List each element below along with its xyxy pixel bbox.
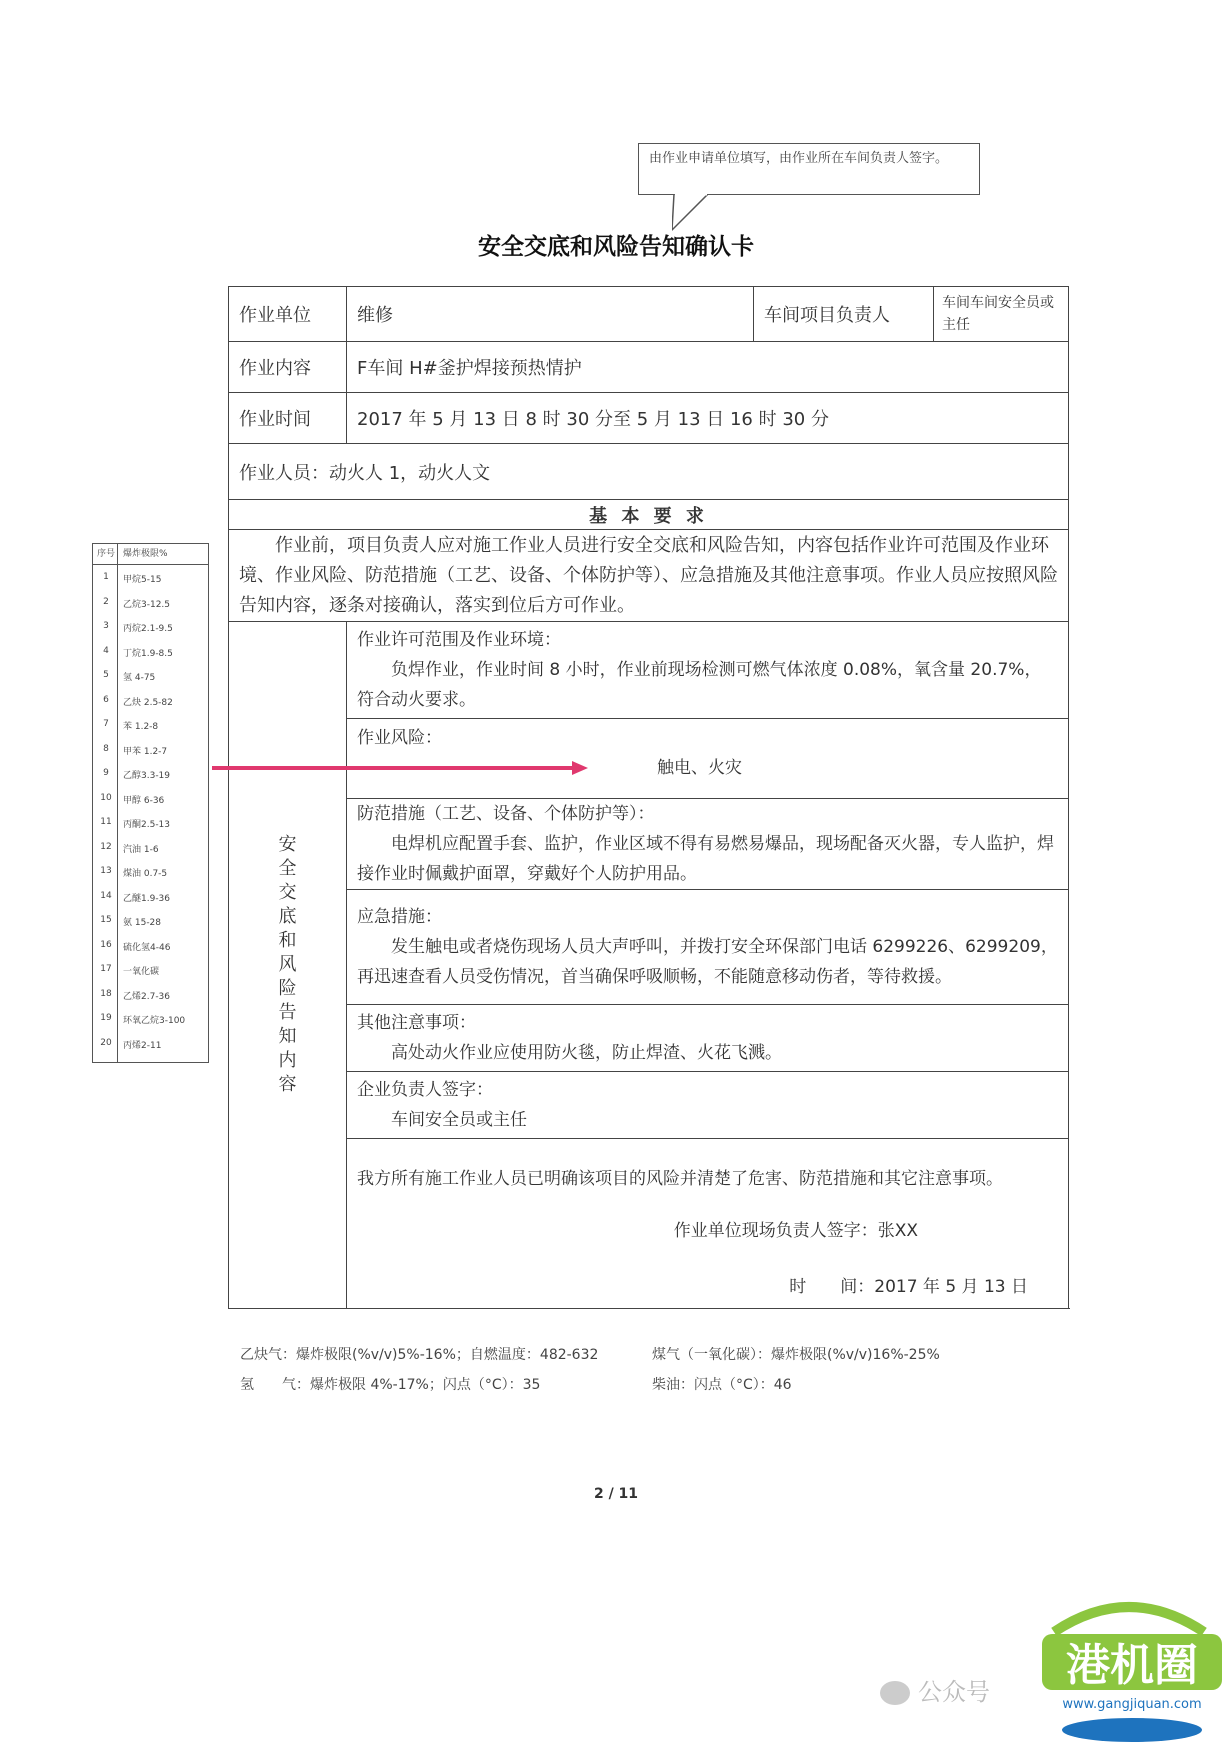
risk-title: 作业风险： (357, 728, 442, 748)
side-row-text: 乙炔 2.5-82 (123, 697, 173, 708)
scope-section (347, 622, 1069, 719)
side-row-number: 3 (103, 621, 109, 631)
side-table-row (93, 817, 208, 837)
side-row-text: 苯 1.2-8 (123, 722, 159, 732)
footer-line-1-right: 煤气（一氧化碳）：爆炸极限(%v/v)16%-25% (652, 1347, 940, 1363)
logo-url: www.gangjiquan.com (1062, 1697, 1202, 1712)
side-row-number: 11 (100, 817, 112, 827)
side-row-number: 8 (103, 743, 109, 754)
side-row-number: 20 (100, 1037, 112, 1048)
side-table-row (93, 621, 208, 641)
instruction-callout (638, 143, 980, 195)
side-table-row (93, 1013, 208, 1033)
side-row-text: 一氧化碳 (123, 967, 160, 977)
logo-icon (1034, 1592, 1229, 1742)
side-row-number: 5 (103, 670, 109, 680)
logo-text: 港机圈 (1066, 1640, 1198, 1691)
callout-text: 由作业申请单位填写，由作业所在车间负责人签字。 (649, 151, 949, 166)
time-label: 作业时间 (229, 393, 347, 444)
section-label: 安全交底和风险告知内容 (278, 834, 297, 1095)
personnel-value: 动火人 1，动火人文 (329, 462, 491, 484)
confirm-section (347, 1139, 1069, 1309)
footer-line-2: 氢 气：爆炸极限 4%-17%；闪点（°C）：35 (240, 1377, 541, 1393)
emergency-title: 应急措施： (357, 907, 442, 927)
side-row-text: 丁烷1.9-8.5 (123, 648, 173, 659)
confirm-signature: 作业单位现场负责人签字：张XX (673, 1221, 918, 1241)
side-table-row (93, 842, 208, 862)
requirements-text: 作业前，项目负责人应对施工作业人员进行安全交底和风险告知，内容包括作业许可范围及作业环境、作业风险、防范措施（工艺、设备、个体防护等）、应急措施及其他注意事项。作业人员应按照风险告知内容，逐条对接确认，落实到位后方可作业。 (229, 530, 1069, 622)
side-table-row (93, 744, 208, 764)
side-row-text: 氢 4-75 (123, 673, 156, 683)
side-row-number: 6 (103, 694, 109, 705)
side-row-number: 1 (103, 572, 109, 582)
side-table-header-line (93, 564, 208, 565)
scope-body: 负焊作业，作业时间 8 小时，作业前现场检测可燃气体浓度 0.08%，氧含量 20.7%，符合动火要求。 (357, 660, 1042, 710)
prevent-section (347, 799, 1069, 890)
side-row-number: 14 (100, 890, 112, 901)
confirmation-card-table (228, 286, 1069, 1309)
risk-body: 触电、火灾 (657, 758, 742, 778)
side-row-text: 硫化氢4-46 (123, 942, 171, 953)
confirm-date (357, 1272, 1058, 1302)
side-row-text: 乙醚1.9-36 (123, 893, 171, 904)
document-title: 安全交底和风险告知确认卡 (478, 234, 754, 260)
explosion-limit-side-table (92, 543, 209, 1063)
side-table-header: 序号 爆炸极限% (96, 549, 168, 559)
scope-title: 作业许可范围及作业环境： (357, 630, 561, 650)
confirm-text: 我方所有施工作业人员已明确该项目的风险并清楚了危害、防范措施和其它注意事项。 (357, 1169, 1003, 1189)
side-row-number: 18 (100, 988, 112, 999)
sign-section (347, 1072, 1069, 1139)
side-table-row (93, 719, 208, 739)
side-table-row (93, 793, 208, 813)
side-table-row (93, 1038, 208, 1058)
prevent-title: 防范措施（工艺、设备、个体防护等）： (357, 804, 655, 824)
side-row-number: 13 (100, 866, 112, 876)
side-row-text: 乙烷3-12.5 (123, 599, 171, 610)
side-table-row (93, 989, 208, 1009)
unit-label: 作业单位 (229, 287, 347, 342)
requirements-heading: 基 本 要 求 (229, 500, 1069, 530)
side-table-row (93, 940, 208, 960)
side-row-text: 煤油 0.7-5 (123, 869, 168, 879)
side-row-number: 17 (100, 964, 112, 974)
other-section (347, 1005, 1069, 1072)
unit-value: 维修 (347, 287, 754, 342)
side-row-text: 丙酮2.5-13 (123, 820, 171, 830)
sign-body: 车间安全员或主任 (391, 1110, 527, 1130)
section-label-cell (229, 622, 347, 1309)
side-table-row (93, 891, 208, 911)
side-table-row (93, 670, 208, 690)
side-row-text: 乙醇3.3-19 (123, 771, 171, 781)
side-table-row (93, 646, 208, 666)
side-row-number: 2 (103, 596, 109, 607)
side-row-text: 甲苯 1.2-7 (123, 746, 168, 757)
side-table-row (93, 964, 208, 984)
side-table-row (93, 915, 208, 935)
personnel-row (229, 444, 1069, 500)
gangjiquan-logo (1034, 1592, 1229, 1746)
side-row-text: 甲醇 6-36 (123, 795, 165, 806)
leader-label: 车间项目负责人 (754, 287, 934, 342)
emergency-section (347, 890, 1069, 1005)
content-label: 作业内容 (229, 342, 347, 393)
side-row-text: 环氧乙烷3-100 (123, 1016, 186, 1026)
side-row-number: 19 (100, 1013, 112, 1023)
sign-title: 企业负责人签字： (357, 1080, 493, 1100)
side-table-row (93, 768, 208, 788)
emergency-body: 发生触电或者烧伤现场人员大声呼叫，并拨打安全环保部门电话 6299226、6299209，再迅速查看人员受伤情况，首当确保呼吸顺畅，不能随意移动伤者，等待救援。 (357, 937, 1058, 987)
side-row-number: 12 (100, 841, 112, 852)
side-table-row (93, 695, 208, 715)
wechat-watermark: 公众号 (880, 1672, 990, 1707)
prevent-body: 电焊机应配置手套、监护，作业区域不得有易燃易爆品，现场配备灭火器，专人监护，焊接作业时佩戴护面罩，穿戴好个人防护用品。 (357, 834, 1054, 884)
footer-line-1: 乙炔气：爆炸极限(%v/v)5%-16%；自燃温度：482-632 (240, 1347, 599, 1363)
side-row-text: 汽油 1-6 (123, 844, 159, 855)
personnel-label: 作业人员： (239, 462, 329, 484)
side-row-text: 氨 15-28 (123, 918, 162, 928)
other-body: 高处动火作业应使用防火毯，防止焊渣、火花飞溅。 (391, 1043, 782, 1063)
side-table-row (93, 597, 208, 617)
side-row-text: 丙烯2-11 (123, 1040, 162, 1051)
side-row-text: 甲烷5-15 (123, 575, 162, 585)
footer-line-2-right: 柴油：闪点（°C）：46 (652, 1377, 792, 1393)
side-row-number: 16 (100, 939, 112, 950)
side-row-number: 15 (100, 915, 112, 925)
side-table-row (93, 572, 208, 592)
risk-arrow (212, 758, 592, 778)
content-value: F车间 H#釜护焊接预热情护 (347, 342, 1069, 393)
side-row-number: 9 (103, 768, 109, 778)
date-label: 时 间： (789, 1277, 875, 1297)
date-value: 2017 年 5 月 13 日 (874, 1277, 1028, 1297)
time-value: 2017 年 5 月 13 日 8 时 30 分至 5 月 13 日 16 时 30 分 (347, 393, 1069, 444)
side-row-number: 7 (103, 719, 109, 729)
side-row-number: 10 (100, 792, 112, 803)
side-row-text: 乙烯2.7-36 (123, 991, 171, 1002)
page-number: 2 / 11 (593, 1486, 639, 1502)
side-table-row (93, 866, 208, 886)
side-row-number: 4 (103, 645, 109, 656)
leader-value: 车间车间安全员或主任 (934, 287, 1069, 342)
wechat-icon (880, 1681, 910, 1705)
side-row-text: 丙烷2.1-9.5 (123, 624, 173, 634)
other-title: 其他注意事项： (357, 1013, 476, 1033)
